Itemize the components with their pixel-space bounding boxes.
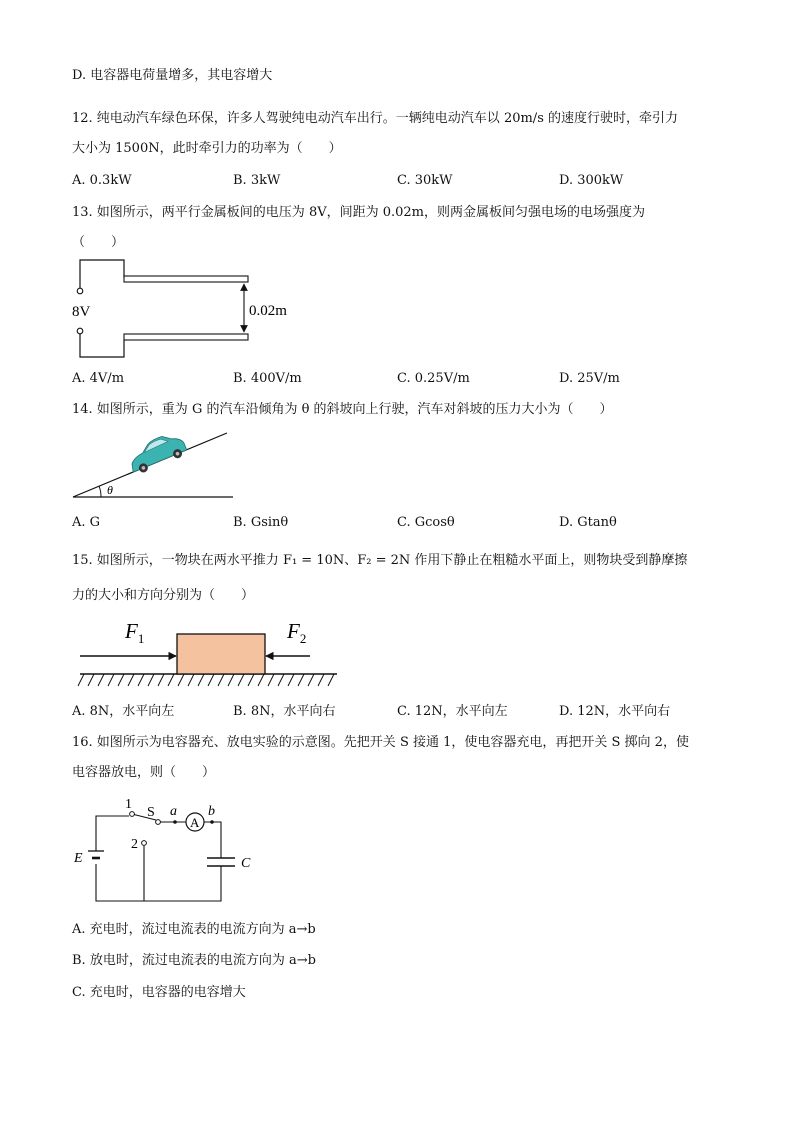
contact-2 (142, 841, 147, 846)
q15-stem-line2: 力的大小和方向分别为（ ） (72, 588, 255, 603)
q16-stem-line1: 16. 如图所示为电容器充、放电实验的示意图。先把开关 S 接通 1，使电容器充电，再把开关 S 掷向 2，使 (72, 735, 689, 750)
q14-option-c: C. Gcosθ (397, 515, 455, 530)
q13-stem-line1: 13. 如图所示，两平行金属板间的电压为 8V，间距为 0.02m，则两金属板间匀强电场的电场强度为 (72, 205, 646, 220)
q13-option-c: C. 0.25V/m (397, 371, 470, 386)
q16-option-a: A. 充电时，流过电流表的电流方向为 a→b (72, 922, 316, 937)
q14-option-a: A. G (72, 515, 101, 530)
q15-option-c: C. 12N，水平向左 (397, 704, 508, 719)
q15-option-d: D. 12N，水平向右 (559, 704, 671, 719)
switch-pivot (156, 820, 161, 825)
q14-option-b: B. Gsinθ (233, 515, 289, 530)
capacitor (207, 858, 235, 866)
q12-option-a: A. 0.3kW (72, 173, 132, 188)
q12-stem-line2: 大小为 1500N，此时牵引力的功率为（ ） (72, 141, 342, 156)
label-c: C (241, 856, 251, 871)
contact-1 (130, 812, 135, 817)
q13-option-a: A. 4V/m (72, 371, 125, 386)
node-b (210, 820, 214, 824)
label-e: E (74, 851, 83, 866)
label-2: 2 (131, 837, 138, 852)
q15-option-b: B. 8N，水平向右 (233, 704, 336, 719)
f2-label: $F_2$ (287, 619, 307, 646)
q13-option-d: D. 25V/m (559, 371, 620, 386)
q12-option-b: B. 3kW (233, 173, 281, 188)
q13-stem-line2: （ ） (72, 235, 125, 250)
distance-label: 0.02m (249, 303, 287, 319)
label-a: a (170, 804, 177, 819)
q12-option-c: C. 30kW (397, 173, 453, 188)
q16-option-c: C. 充电时，电容器的电容增大 (72, 985, 246, 1000)
label-s: S (147, 805, 155, 820)
q13-option-b: B. 400V/m (233, 371, 302, 386)
q14-option-d: D. Gtanθ (559, 515, 617, 530)
q16-stem-line2: 电容器放电，则（ ） (72, 765, 216, 780)
voltage-label: 8V (72, 304, 91, 320)
angle-label: θ (107, 483, 113, 497)
ammeter-label: A (190, 815, 200, 830)
f1-label: $F_1$ (125, 619, 145, 646)
label-b: b (208, 804, 215, 819)
q12-option-d: D. 300kW (559, 173, 624, 188)
q15-option-a: A. 8N，水平向左 (72, 704, 175, 719)
q15-stem-line1: 15. 如图所示，一物块在两水平推力 F₁ = 10N、F₂ = 2N 作用下静止在粗糙水平面上，则物块受到静摩擦 (72, 553, 688, 568)
q14-stem: 14. 如图所示，重为 G 的汽车沿倾角为 θ 的斜坡向上行驶，汽车对斜坡的压力大小为（ ） (72, 402, 613, 417)
label-1: 1 (125, 797, 132, 812)
q11-option-d: D. 电容器电荷量增多，其电容增大 (72, 68, 273, 83)
node-a (173, 820, 177, 824)
q12-stem-line1: 12. 纯电动汽车绿色环保，许多人驾驶纯电动汽车出行。一辆纯电动汽车以 20m/s 的速度行驶时，牵引力 (72, 111, 678, 126)
battery (88, 851, 104, 858)
q16-option-b: B. 放电时，流过电流表的电流方向为 a→b (72, 953, 316, 968)
